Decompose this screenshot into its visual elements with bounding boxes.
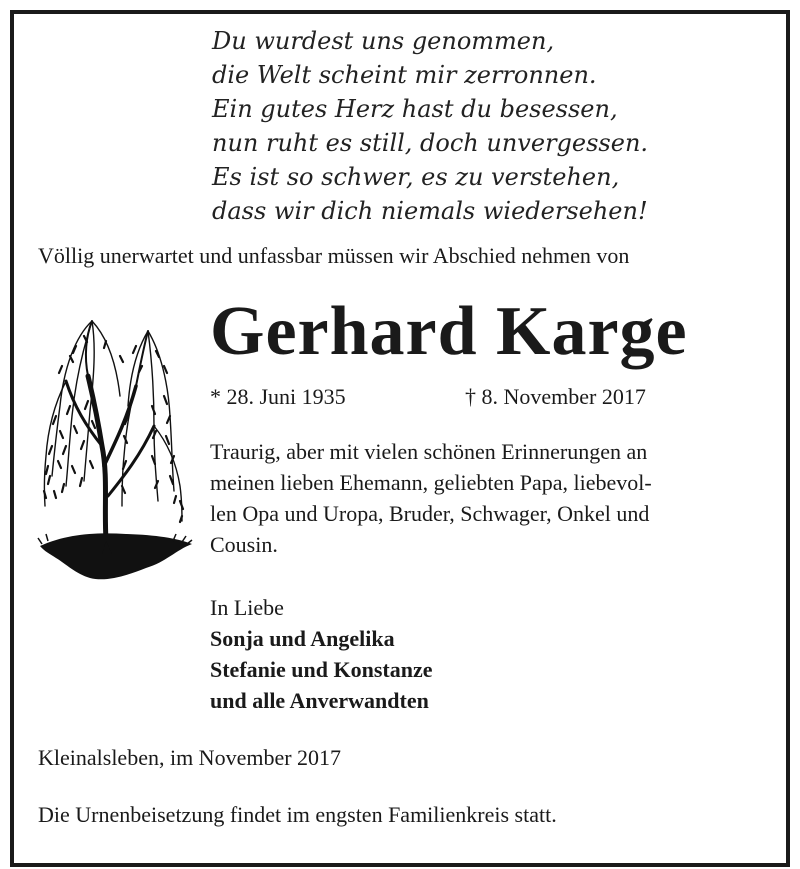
- message-line: len Opa und Uropa, Bruder, Schwager, Onkel und: [210, 501, 650, 526]
- mourner-line: Stefanie und Konstanze: [210, 657, 433, 682]
- poem-line: Du wurdest uns genommen,: [212, 27, 555, 55]
- signoff-text: In Liebe: [210, 595, 284, 620]
- poem-line: nun ruht es still, doch unvergessen.: [212, 129, 649, 157]
- poem-line: Es ist so schwer, es zu verstehen,: [212, 163, 620, 191]
- mourner-line: Sonja und Angelika: [210, 626, 395, 651]
- mourner-line: und alle Anverwandten: [210, 688, 429, 713]
- intro-text: Völlig unerwartet und unfassbar müssen wir Abschied nehmen von: [38, 243, 630, 268]
- poem: [212, 24, 772, 228]
- poem-line: dass wir dich niemals wiedersehen!: [212, 197, 648, 225]
- poem-line: Ein gutes Herz hast du besessen,: [212, 95, 618, 123]
- burial-note: Die Urnenbeisetzung findet im engsten Familienkreis statt.: [38, 802, 557, 827]
- birth-date: * 28. Juni 1935: [210, 384, 346, 409]
- weeping-willow-icon: [36, 306, 196, 591]
- message-text: [210, 436, 770, 560]
- message-line: Traurig, aber mit vielen schönen Erinnerungen an: [210, 439, 648, 464]
- message-line: meinen lieben Ehemann, geliebten Papa, liebevol-: [210, 470, 652, 495]
- message-line: Cousin.: [210, 532, 278, 557]
- mourners-list: [210, 623, 432, 716]
- place-date: Kleinalsleben, im November 2017: [38, 745, 342, 770]
- death-date: † 8. November 2017: [465, 384, 646, 409]
- poem-line: die Welt scheint mir zerronnen.: [212, 61, 597, 89]
- deceased-name: Gerhard Karge: [210, 293, 688, 370]
